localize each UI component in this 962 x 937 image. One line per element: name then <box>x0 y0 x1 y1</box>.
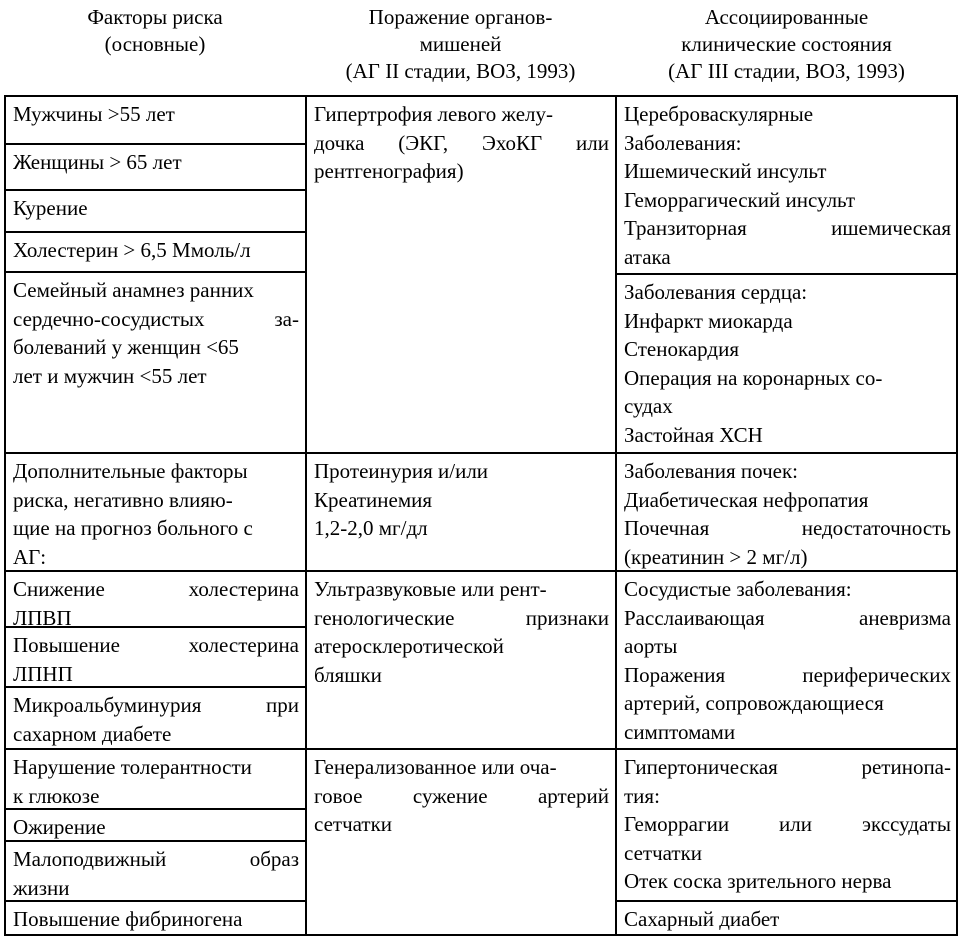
cell-line: артерий, сопровождающиеся <box>624 691 884 715</box>
cell-line: Поражения периферических <box>624 662 951 687</box>
risk-factor-men <box>5 97 305 143</box>
cell-line: Заболевания: <box>624 130 742 155</box>
cell-line: Креатинемия <box>314 487 433 512</box>
condition-kidney <box>616 454 957 570</box>
cell-line: Женщины > 65 лет <box>13 150 182 174</box>
cell-line: лет и мужчин <55 лет <box>13 363 207 388</box>
cell-line: Снижение холестерина <box>13 577 299 601</box>
risk-factor-glucose-tolerance <box>5 750 305 808</box>
cell-line: Почечная недостаточность <box>624 516 951 540</box>
target-organ-lvh <box>306 97 615 452</box>
cell-line: Ишемический инсульт <box>624 159 827 183</box>
cell-line: Операция на коронарных со- <box>624 365 883 390</box>
cell-line: Застойная ХСН <box>624 422 763 447</box>
horizontal-rule <box>4 570 958 572</box>
header-line: клинические состояния <box>681 32 892 56</box>
header-line: (АГ III стадии, ВОЗ, 1993) <box>668 59 905 83</box>
cell-line: Заболевания сердца: <box>624 280 808 304</box>
cell-line: Повышение холестерина <box>13 633 299 657</box>
cell-line: АГ: <box>13 544 47 569</box>
cell-line: Повышение фибриногена <box>13 907 243 931</box>
cell-line: Сосудистые заболевания: <box>624 577 852 601</box>
cell-line: аорты <box>624 634 678 658</box>
risk-factor-women <box>5 145 305 189</box>
risk-factor-smoking <box>5 191 305 231</box>
cell-line: Холестерин > 6,5 Ммоль/л <box>13 238 251 262</box>
condition-heart <box>616 275 957 452</box>
risk-factor-cholesterol <box>5 233 305 271</box>
cell-line: Сахарный диабет <box>624 907 780 931</box>
risk-factor-microalbuminuria <box>5 688 305 748</box>
horizontal-rule <box>4 271 306 273</box>
cell-line: Семейный анамнез ранних <box>13 278 254 302</box>
cell-line: Геморрагический инсульт <box>624 187 856 212</box>
risk-factor-hdl-decrease <box>5 572 305 626</box>
horizontal-rule <box>4 231 306 233</box>
horizontal-rule <box>615 273 958 275</box>
cell-line: говое сужение артерий <box>314 783 609 808</box>
cell-line: ЛПВП <box>13 605 72 626</box>
risk-factor-obesity <box>5 810 305 840</box>
cell-line: болеваний у женщин <65 <box>13 335 239 359</box>
target-organ-proteinuria <box>306 454 615 570</box>
target-organ-retinal-arteries <box>306 750 615 935</box>
cell-line: Заболевания почек: <box>624 459 799 483</box>
cell-line: Мужчины >55 лет <box>13 102 175 126</box>
cell-line: Ожирение <box>13 815 106 839</box>
risk-factor-ldl-increase <box>5 628 305 686</box>
cell-line: судах <box>624 394 673 418</box>
condition-retinopathy <box>616 750 957 900</box>
cell-line: сахарном диабете <box>13 721 172 746</box>
cell-line: атеросклеротической <box>314 634 504 658</box>
horizontal-rule <box>4 840 306 842</box>
cell-line: щие на прогноз больного с <box>13 516 253 540</box>
cell-line: бляшки <box>314 662 382 687</box>
horizontal-rule <box>4 95 958 97</box>
header-target-organs <box>306 0 615 95</box>
cell-line: сетчатки <box>314 812 393 836</box>
header-line: Поражение органов- <box>368 5 553 29</box>
vertical-rule <box>615 96 617 935</box>
cell-line: сетчатки <box>624 840 703 865</box>
cell-line: сердечно-сосудистых за- <box>13 306 299 331</box>
horizontal-rule <box>615 900 958 902</box>
cell-line: 1,2-2,0 мг/дл <box>314 516 428 540</box>
cell-line: Геморрагии или экссудаты <box>624 812 951 836</box>
cell-line: (креатинин > 2 мг/л) <box>624 544 808 569</box>
cell-line: Ультразвуковые или рент- <box>314 577 547 601</box>
cell-line: Малоподвижный образ <box>13 847 299 871</box>
horizontal-rule <box>4 900 306 902</box>
header-clinical-conditions <box>616 0 957 95</box>
cell-line: Курение <box>13 196 88 220</box>
cell-line: Расслаивающая аневризма <box>624 605 951 630</box>
cell-line: Диабетическая нефропатия <box>624 487 869 512</box>
cell-line: Стенокардия <box>624 337 739 361</box>
cell-line: тия: <box>624 783 660 808</box>
cell-line: генологические признаки <box>314 605 609 630</box>
cell-line: Цереброваскулярные <box>624 102 814 126</box>
cell-line: дочка (ЭКГ, ЭхоКГ или <box>314 130 609 155</box>
cell-line: атака <box>624 244 671 269</box>
risk-factor-family-history <box>5 273 305 452</box>
vertical-rule <box>956 96 958 935</box>
cell-line: Протеинурия и/или <box>314 459 489 483</box>
horizontal-rule <box>4 808 306 810</box>
risk-factor-sedentary <box>5 842 305 900</box>
horizontal-rule <box>4 626 306 628</box>
header-line: Факторы риска <box>87 5 223 29</box>
header-line: мишеней <box>419 32 502 56</box>
cell-line: Дополнительные факторы <box>13 459 248 483</box>
condition-vascular <box>616 572 957 748</box>
risk-factor-additional <box>5 454 305 570</box>
risk-factor-fibrinogen <box>5 902 305 935</box>
cell-line: Микроальбуминурия при <box>13 693 299 717</box>
horizontal-rule <box>4 452 958 454</box>
cell-line: Генерализованное или оча- <box>314 755 557 779</box>
horizontal-rule <box>4 748 958 750</box>
cell-line: Инфаркт миокарда <box>624 308 793 333</box>
target-organ-plaque <box>306 572 615 748</box>
header-line: (основные) <box>104 32 206 56</box>
header-line: (АГ II стадии, ВОЗ, 1993) <box>345 59 576 83</box>
cell-line: ЛПНП <box>13 661 73 686</box>
cell-line: рентгенография) <box>314 159 464 183</box>
header-risk-factors <box>5 0 305 95</box>
horizontal-rule <box>4 143 306 145</box>
cell-line: к глюкозе <box>13 783 100 808</box>
horizontal-rule <box>4 686 306 688</box>
condition-diabetes <box>616 902 957 935</box>
cell-line: Нарушение толерантности <box>13 755 252 779</box>
cell-line: Гипертоническая ретинопа- <box>624 755 951 779</box>
cell-line: риска, негативно влияю- <box>13 487 233 512</box>
header-line: Ассоциированные <box>704 5 869 29</box>
cell-line: жизни <box>13 875 70 900</box>
cell-line: Отек соска зрительного нерва <box>624 869 892 893</box>
cell-line: Гипертрофия левого желу- <box>314 102 553 126</box>
horizontal-rule <box>4 189 306 191</box>
condition-cerebrovascular <box>616 97 957 273</box>
cell-line: симптомами <box>624 719 736 744</box>
cell-line: Транзиторная ишемическая <box>624 216 951 240</box>
horizontal-rule <box>4 934 958 936</box>
